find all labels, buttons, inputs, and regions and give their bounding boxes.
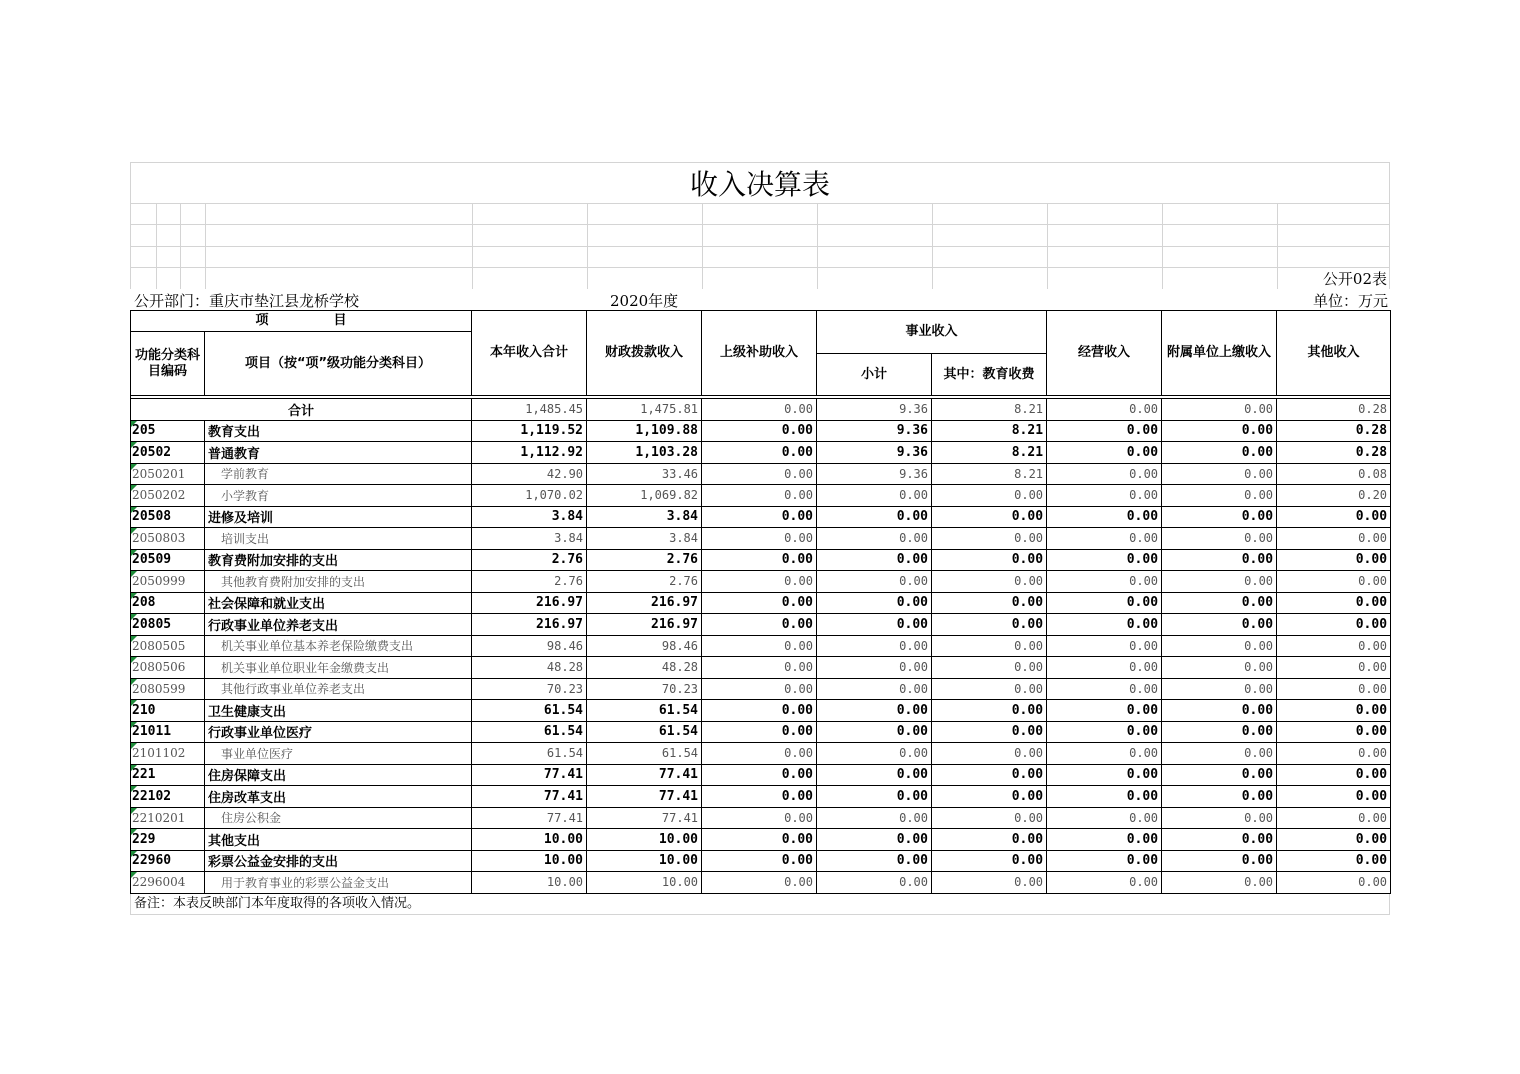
row-name: 机关事业单位基本养老保险缴费支出	[205, 635, 472, 657]
row-value: 0.00	[702, 571, 817, 593]
table-row	[131, 700, 1391, 722]
row-value: 0.00	[932, 829, 1047, 851]
row-code: 20509	[131, 549, 205, 571]
header-code: 功能分类科目编码	[131, 332, 205, 396]
row-value: 0.00	[932, 635, 1047, 657]
row-code: 22102	[131, 786, 205, 808]
table-row	[131, 485, 1391, 507]
table-row	[131, 872, 1391, 894]
row-name: 教育支出	[205, 420, 472, 442]
total-value: 1,475.81	[587, 399, 702, 421]
row-value: 0.00	[1162, 657, 1277, 679]
row-name: 其他行政事业单位养老支出	[205, 678, 472, 700]
table-row	[131, 807, 1391, 829]
row-value: 0.00	[1047, 721, 1162, 743]
row-value: 0.00	[1047, 592, 1162, 614]
row-value: 0.00	[817, 506, 932, 528]
row-value: 0.00	[1047, 635, 1162, 657]
row-value: 0.00	[817, 786, 932, 808]
row-value: 0.00	[817, 872, 932, 894]
row-name: 卫生健康支出	[205, 700, 472, 722]
row-name: 行政事业单位医疗	[205, 721, 472, 743]
form-number: 公开02表	[1322, 270, 1387, 288]
row-value: 1,069.82	[587, 485, 702, 507]
department-label: 公开部门：重庆市垫江县龙桥学校	[134, 292, 360, 310]
row-value: 0.00	[932, 592, 1047, 614]
income-table	[130, 310, 1391, 894]
row-value: 3.84	[472, 528, 587, 550]
row-value: 0.00	[1277, 807, 1391, 829]
row-name: 培训支出	[205, 528, 472, 550]
row-value: 0.00	[932, 764, 1047, 786]
unit-label: 单位：万元	[1312, 292, 1388, 310]
row-value: 0.00	[817, 571, 932, 593]
table-row	[131, 420, 1391, 442]
row-value: 0.00	[817, 485, 932, 507]
row-value: 0.00	[932, 657, 1047, 679]
row-value: 0.00	[1047, 657, 1162, 679]
row-value: 0.00	[1047, 528, 1162, 550]
row-value: 0.00	[1277, 743, 1391, 765]
row-value: 0.00	[1047, 485, 1162, 507]
total-value: 0.00	[1162, 399, 1277, 421]
row-value: 0.00	[1047, 442, 1162, 464]
row-value: 0.00	[1162, 549, 1277, 571]
row-value: 0.00	[1162, 463, 1277, 485]
row-value: 0.00	[817, 764, 932, 786]
row-code: 20508	[131, 506, 205, 528]
row-value: 0.00	[1277, 850, 1391, 872]
row-value: 61.54	[472, 743, 587, 765]
row-value: 8.21	[932, 463, 1047, 485]
row-value: 0.00	[1047, 829, 1162, 851]
row-value: 0.00	[1277, 506, 1391, 528]
row-value: 0.00	[702, 807, 817, 829]
row-value: 0.00	[932, 506, 1047, 528]
row-value: 0.00	[1277, 528, 1391, 550]
row-value: 0.00	[1162, 614, 1277, 636]
row-value: 0.00	[702, 463, 817, 485]
row-name: 其他支出	[205, 829, 472, 851]
header-fiscal: 财政拨款收入	[587, 311, 702, 396]
row-value: 0.00	[702, 442, 817, 464]
row-value: 10.00	[472, 872, 587, 894]
row-value: 0.00	[702, 850, 817, 872]
row-value: 0.00	[932, 614, 1047, 636]
row-value: 0.00	[1162, 678, 1277, 700]
row-value: 61.54	[587, 721, 702, 743]
row-code: 229	[131, 829, 205, 851]
row-value: 216.97	[587, 614, 702, 636]
row-value: 0.00	[1047, 764, 1162, 786]
row-code: 2050202	[131, 485, 205, 507]
row-value: 0.00	[1047, 549, 1162, 571]
row-value: 98.46	[472, 635, 587, 657]
row-value: 0.20	[1277, 485, 1391, 507]
row-value: 0.00	[1277, 635, 1391, 657]
row-value: 98.46	[587, 635, 702, 657]
row-value: 2.76	[587, 549, 702, 571]
row-value: 77.41	[587, 807, 702, 829]
row-value: 48.28	[587, 657, 702, 679]
row-value: 0.08	[1277, 463, 1391, 485]
row-name: 用于教育事业的彩票公益金支出	[205, 872, 472, 894]
row-code: 20805	[131, 614, 205, 636]
row-value: 0.00	[1277, 614, 1391, 636]
header-edu-fee: 其中：教育收费	[932, 354, 1047, 396]
table-row	[131, 657, 1391, 679]
row-code: 2080506	[131, 657, 205, 679]
row-value: 77.41	[472, 786, 587, 808]
row-code: 22960	[131, 850, 205, 872]
row-value: 0.00	[932, 528, 1047, 550]
row-value: 0.00	[702, 506, 817, 528]
row-value: 0.00	[1047, 420, 1162, 442]
row-value: 0.00	[1162, 764, 1277, 786]
row-value: 0.00	[1277, 657, 1391, 679]
total-value: 0.00	[1047, 399, 1162, 421]
row-value: 0.00	[1277, 764, 1391, 786]
row-value: 0.00	[1162, 829, 1277, 851]
row-name: 学前教育	[205, 463, 472, 485]
total-value: 9.36	[817, 399, 932, 421]
row-value: 0.00	[932, 678, 1047, 700]
row-value: 0.00	[702, 700, 817, 722]
row-value: 8.21	[932, 420, 1047, 442]
row-value: 0.00	[702, 721, 817, 743]
row-value: 1,070.02	[472, 485, 587, 507]
title-row	[130, 162, 1390, 203]
row-value: 0.28	[1277, 442, 1391, 464]
row-code: 2210201	[131, 807, 205, 829]
row-value: 0.00	[1047, 614, 1162, 636]
row-value: 0.00	[817, 549, 932, 571]
header-affiliated: 附属单位上缴收入	[1162, 311, 1277, 396]
row-name: 教育费附加安排的支出	[205, 549, 472, 571]
row-code: 2050803	[131, 528, 205, 550]
row-value: 0.00	[702, 743, 817, 765]
row-name: 机关事业单位职业年金缴费支出	[205, 657, 472, 679]
row-value: 61.54	[587, 700, 702, 722]
row-value: 42.90	[472, 463, 587, 485]
row-value: 0.00	[1047, 678, 1162, 700]
total-value: 8.21	[932, 399, 1047, 421]
table-row	[131, 463, 1391, 485]
row-value: 0.00	[932, 721, 1047, 743]
row-value: 0.00	[932, 850, 1047, 872]
table-row	[131, 528, 1391, 550]
table-row	[131, 743, 1391, 765]
row-value: 0.00	[1162, 872, 1277, 894]
row-value: 0.00	[1277, 786, 1391, 808]
row-value: 33.46	[587, 463, 702, 485]
row-value: 0.00	[1277, 571, 1391, 593]
row-value: 2.76	[472, 571, 587, 593]
row-value: 61.54	[472, 721, 587, 743]
table-row	[131, 571, 1391, 593]
total-value: 1,485.45	[472, 399, 587, 421]
header-project: 项 目	[131, 311, 472, 332]
row-name: 住房公积金	[205, 807, 472, 829]
footnote: 备注：本表反映部门本年度取得的各项收入情况。	[130, 894, 1390, 915]
row-value: 0.00	[817, 657, 932, 679]
row-value: 216.97	[472, 592, 587, 614]
row-value: 0.00	[702, 420, 817, 442]
row-value: 0.00	[1162, 700, 1277, 722]
row-name: 进修及培训	[205, 506, 472, 528]
row-value: 3.84	[472, 506, 587, 528]
row-value: 0.00	[1047, 463, 1162, 485]
row-value: 0.00	[1047, 700, 1162, 722]
row-value: 77.41	[472, 764, 587, 786]
table-row	[131, 614, 1391, 636]
row-value: 0.00	[1277, 700, 1391, 722]
row-code: 2050201	[131, 463, 205, 485]
row-value: 0.00	[702, 829, 817, 851]
row-value: 10.00	[472, 829, 587, 851]
row-value: 0.00	[702, 786, 817, 808]
row-value: 9.36	[817, 463, 932, 485]
row-value: 0.00	[1162, 635, 1277, 657]
row-value: 0.00	[1162, 721, 1277, 743]
row-code: 20502	[131, 442, 205, 464]
row-value: 0.00	[1162, 485, 1277, 507]
row-name: 住房保障支出	[205, 764, 472, 786]
row-code: 210	[131, 700, 205, 722]
row-value: 216.97	[472, 614, 587, 636]
row-value: 0.00	[1162, 786, 1277, 808]
table-row	[131, 678, 1391, 700]
row-value: 0.00	[1162, 420, 1277, 442]
row-value: 0.00	[932, 743, 1047, 765]
row-value: 0.00	[932, 700, 1047, 722]
row-value: 0.00	[702, 657, 817, 679]
income-statement-sheet	[130, 162, 1390, 915]
header-business: 事业收入	[817, 311, 1047, 354]
header-subtotal: 小计	[817, 354, 932, 396]
row-value: 0.00	[702, 872, 817, 894]
row-value: 0.00	[1277, 678, 1391, 700]
row-value: 0.00	[702, 485, 817, 507]
row-value: 77.41	[587, 786, 702, 808]
row-code: 208	[131, 592, 205, 614]
header-other: 其他收入	[1277, 311, 1391, 396]
empty-grid-rows	[130, 203, 1390, 289]
row-value: 1,103.28	[587, 442, 702, 464]
row-value: 216.97	[587, 592, 702, 614]
row-value: 0.00	[1162, 807, 1277, 829]
table-row	[131, 850, 1391, 872]
table-row	[131, 786, 1391, 808]
row-value: 0.00	[932, 807, 1047, 829]
row-value: 0.00	[1162, 528, 1277, 550]
row-name: 行政事业单位养老支出	[205, 614, 472, 636]
row-value: 0.00	[1162, 850, 1277, 872]
row-value: 0.00	[1162, 571, 1277, 593]
table-row	[131, 506, 1391, 528]
row-value: 0.00	[702, 528, 817, 550]
row-value: 0.28	[1277, 420, 1391, 442]
row-value: 0.00	[1047, 807, 1162, 829]
year-label: 2020年度	[610, 292, 679, 310]
row-value: 10.00	[587, 829, 702, 851]
row-value: 48.28	[472, 657, 587, 679]
row-value: 0.00	[1047, 850, 1162, 872]
row-value: 0.00	[817, 635, 932, 657]
row-value: 0.00	[932, 872, 1047, 894]
row-value: 0.00	[702, 678, 817, 700]
row-code: 2050999	[131, 571, 205, 593]
row-value: 1,109.88	[587, 420, 702, 442]
row-value: 0.00	[1047, 872, 1162, 894]
row-value: 0.00	[817, 528, 932, 550]
header-total: 本年收入合计	[472, 311, 587, 396]
row-name: 普通教育	[205, 442, 472, 464]
table-row	[131, 764, 1391, 786]
row-value: 8.21	[932, 442, 1047, 464]
row-value: 2.76	[472, 549, 587, 571]
row-value: 1,119.52	[472, 420, 587, 442]
row-code: 2101102	[131, 743, 205, 765]
row-name: 住房改革支出	[205, 786, 472, 808]
row-name: 社会保障和就业支出	[205, 592, 472, 614]
row-value: 0.00	[817, 614, 932, 636]
row-code: 21011	[131, 721, 205, 743]
row-value: 70.23	[472, 678, 587, 700]
row-value: 3.84	[587, 506, 702, 528]
total-value: 0.28	[1277, 399, 1391, 421]
row-value: 0.00	[1047, 571, 1162, 593]
info-row	[130, 289, 1390, 310]
row-value: 0.00	[817, 592, 932, 614]
row-value: 0.00	[1047, 743, 1162, 765]
row-value: 0.00	[1162, 743, 1277, 765]
row-value: 0.00	[817, 743, 932, 765]
total-label: 合计	[131, 399, 472, 421]
row-value: 10.00	[472, 850, 587, 872]
row-value: 0.00	[702, 614, 817, 636]
header-superior: 上级补助收入	[702, 311, 817, 396]
row-name: 事业单位医疗	[205, 743, 472, 765]
header-name: 项目（按“项”级功能分类科目）	[205, 332, 472, 396]
table-row	[131, 592, 1391, 614]
row-value: 3.84	[587, 528, 702, 550]
row-value: 0.00	[1277, 829, 1391, 851]
row-value: 0.00	[932, 786, 1047, 808]
row-value: 0.00	[1277, 872, 1391, 894]
row-value: 2.76	[587, 571, 702, 593]
row-code: 2296004	[131, 872, 205, 894]
row-value: 61.54	[587, 743, 702, 765]
table-row	[131, 635, 1391, 657]
row-value: 0.00	[1162, 442, 1277, 464]
row-value: 9.36	[817, 420, 932, 442]
row-value: 0.00	[1047, 506, 1162, 528]
row-value: 77.41	[587, 764, 702, 786]
row-value: 9.36	[817, 442, 932, 464]
table-row	[131, 549, 1391, 571]
table-row	[131, 442, 1391, 464]
row-code: 221	[131, 764, 205, 786]
row-value: 0.00	[817, 700, 932, 722]
row-value: 61.54	[472, 700, 587, 722]
row-value: 0.00	[1047, 786, 1162, 808]
row-value: 1,112.92	[472, 442, 587, 464]
row-name: 其他教育费附加安排的支出	[205, 571, 472, 593]
row-code: 2080599	[131, 678, 205, 700]
row-value: 0.00	[702, 635, 817, 657]
row-value: 0.00	[817, 721, 932, 743]
row-value: 0.00	[817, 807, 932, 829]
row-value: 0.00	[1277, 592, 1391, 614]
table-row	[131, 829, 1391, 851]
row-value: 10.00	[587, 850, 702, 872]
total-value: 0.00	[702, 399, 817, 421]
row-value: 0.00	[702, 592, 817, 614]
row-value: 0.00	[1162, 506, 1277, 528]
row-name: 彩票公益金安排的支出	[205, 850, 472, 872]
row-value: 0.00	[817, 850, 932, 872]
row-value: 0.00	[1277, 549, 1391, 571]
row-value: 77.41	[472, 807, 587, 829]
row-value: 0.00	[932, 485, 1047, 507]
total-row	[131, 399, 1391, 421]
row-code: 205	[131, 420, 205, 442]
row-value: 0.00	[1277, 721, 1391, 743]
row-name: 小学教育	[205, 485, 472, 507]
row-value: 0.00	[817, 678, 932, 700]
page-title: 收入决算表	[689, 168, 830, 201]
row-code: 2080505	[131, 635, 205, 657]
table-row	[131, 721, 1391, 743]
row-value: 70.23	[587, 678, 702, 700]
row-value: 0.00	[702, 549, 817, 571]
row-value: 0.00	[932, 571, 1047, 593]
row-value: 0.00	[932, 549, 1047, 571]
row-value: 0.00	[702, 764, 817, 786]
row-value: 0.00	[1162, 592, 1277, 614]
row-value: 0.00	[817, 829, 932, 851]
row-value: 10.00	[587, 872, 702, 894]
header-operating: 经营收入	[1047, 311, 1162, 396]
